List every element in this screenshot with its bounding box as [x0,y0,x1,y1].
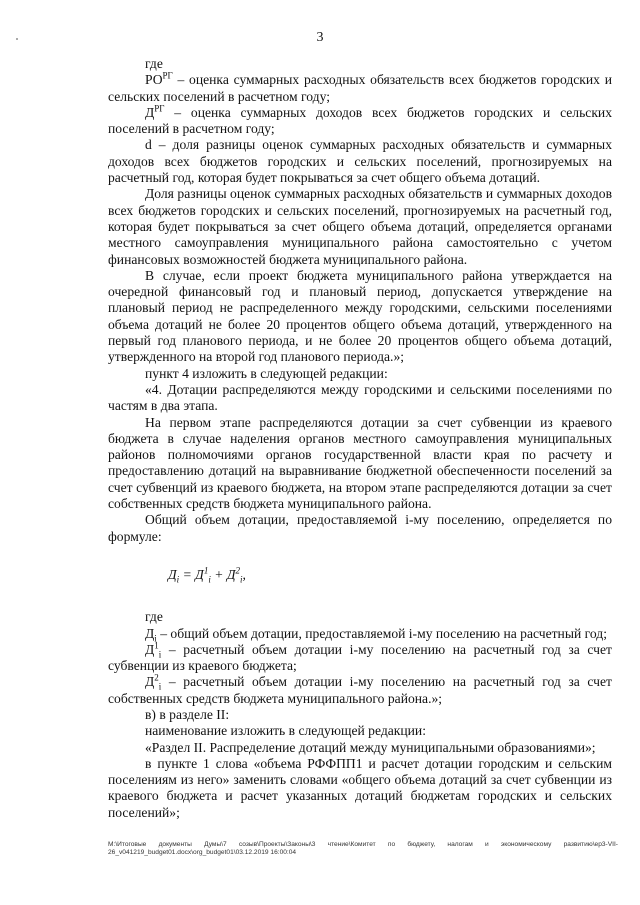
paragraph-formula-intro: Общий объем дотации, предоставляемой i-му поселению, определяется по формуле: [108,512,612,544]
spacer [108,583,612,609]
paragraph-share-determined: Доля разницы оценок суммарных расходных обязательств и суммарных доходов всех бюджетов городских и сельских поселений, прогнозируемых на расчетный год, которая будет покрываться за счет общего объема дотаций, определяется органами местного самоуправления муниципального района самостоятельно с учетом финансовых возможностей бюджета муниципального района. [108,186,612,267]
symbol-ro: РО [145,72,163,88]
paragraph-first-stage: На первом этапе распределяются дотации за счет субвенции из краевого бюджета в случае наделения органов местного самоуправления муниципальных районов полномочиями органов государственной власти края по расчету и предоставлению дотаций на выравнивание бюджетной обеспеченности поселений за счет субвенций из краевого бюджета, на втором этапе распределяются дотации за счет собственных средств бюджета муниципального района. [108,414,612,512]
document-body [108,56,612,821]
formula-end: , [242,566,246,582]
definition-d2i-text: – расчетный объем дотации i-му поселению на расчетный год за счет собственных средств бюджета муниципального района.»; [108,674,612,706]
symbol-d2i-sub: i [158,682,162,693]
definition-ro [108,72,612,105]
paragraph-name-intro: наименование изложить в следующей редакции: [145,723,426,739]
file-path-footer: M:\Итоговые документы Думы\7 созыв\Проекты\Законы\3 чтение\Комитет по бюджету, налогам и экономическому развитию\ep3-VII-26_v041219_budget01.docx\org_budget01\03.12.2019 16:00:04 [108,841,618,856]
where-label-1: где [145,56,163,71]
formula-term2: Д [226,566,236,582]
formula [108,567,612,583]
paragraph-section2: в) в разделе II: [145,706,230,722]
symbol-d1i-sub: i [158,649,162,660]
symbol-di: Д [145,625,155,641]
formula-plus: + [210,566,227,582]
symbol-d1i: Д [145,641,155,657]
symbol-d2i: Д [145,674,155,690]
symbol-ro-sup: РГ [162,70,173,81]
spacer [108,545,612,567]
page-number: 3 [316,30,324,45]
definition-d-text: – оценка суммарных доходов всех бюджетов городских и сельских поселений в расчетном году; [108,104,612,137]
paragraph-item4-intro: пункт 4 изложить в следующей редакции: [145,365,388,381]
definition-d2i [108,674,612,707]
formula-term1: Д [195,566,204,582]
formula-term2-sup: 2 [235,565,240,576]
definition-d [108,105,612,138]
paragraph-planning-period: В случае, если проект бюджета муниципального района утверждается на очередной финансовый год и плановый период, допускается утверждение на плановый период не распределенного между городскими, сельскими поселениями объема дотаций не более 20 процентов общего объема дотаций, утвержденного на первый год планового периода, и не более 20 процентов общего объема дотаций, утвержденного на второй год планового периода.»; [108,267,612,365]
formula-term2-sub: i [239,574,243,585]
symbol-d-sup: РГ [154,103,165,114]
formula-term1-sup: 1 [203,565,209,576]
paragraph-item4: «4. Дотации распределяются между городскими и сельскими поселениями по частям в два этапа. [108,381,612,414]
definition-d1i [108,642,612,675]
formula-term1-sub: i [208,574,211,585]
definition-share: d – доля разницы оценок суммарных расходных обязательств и суммарных доходов всех бюджетов городских и сельских поселений, прогнозируемых на расчетный год, которая будет покрываться за счет общего объема дотаций. [108,137,612,186]
where-label-2: где [145,609,163,625]
formula-lhs-sub: i [176,574,180,585]
definition-ro-text: – оценка суммарных расходных обязательств всех бюджетов городских и сельских поселений в расчетном году; [108,72,612,104]
symbol-d1i-sup: 1 [154,640,159,651]
paragraph-section2-title: «Раздел II. Распределение дотаций между муниципальными образованиями»; [145,739,596,755]
symbol-di-sub: i [154,633,157,644]
formula-eq: = [179,566,196,582]
definition-di [108,626,612,642]
definition-di-text: – общий объем дотации, предоставляемой i-му поселению на расчетный год; [156,625,607,641]
paragraph-item1-words: в пункте 1 слова «объема РФФПП1 и расчет дотации городским и сельским поселениям из него» заменить словами «общего объема дотаций за счет субвенции из краевого бюджета и расчет указанных дотаций бюджетам городских и сельских поселений»; [108,755,612,820]
symbol-d2i-sup: 2 [154,672,159,683]
symbol-d: Д [145,104,155,120]
formula-lhs: Д [168,566,177,582]
definition-d1i-text: – расчетный объем дотации i-му поселению на расчетный год за счет субвенции из краевого бюджета; [108,641,612,674]
